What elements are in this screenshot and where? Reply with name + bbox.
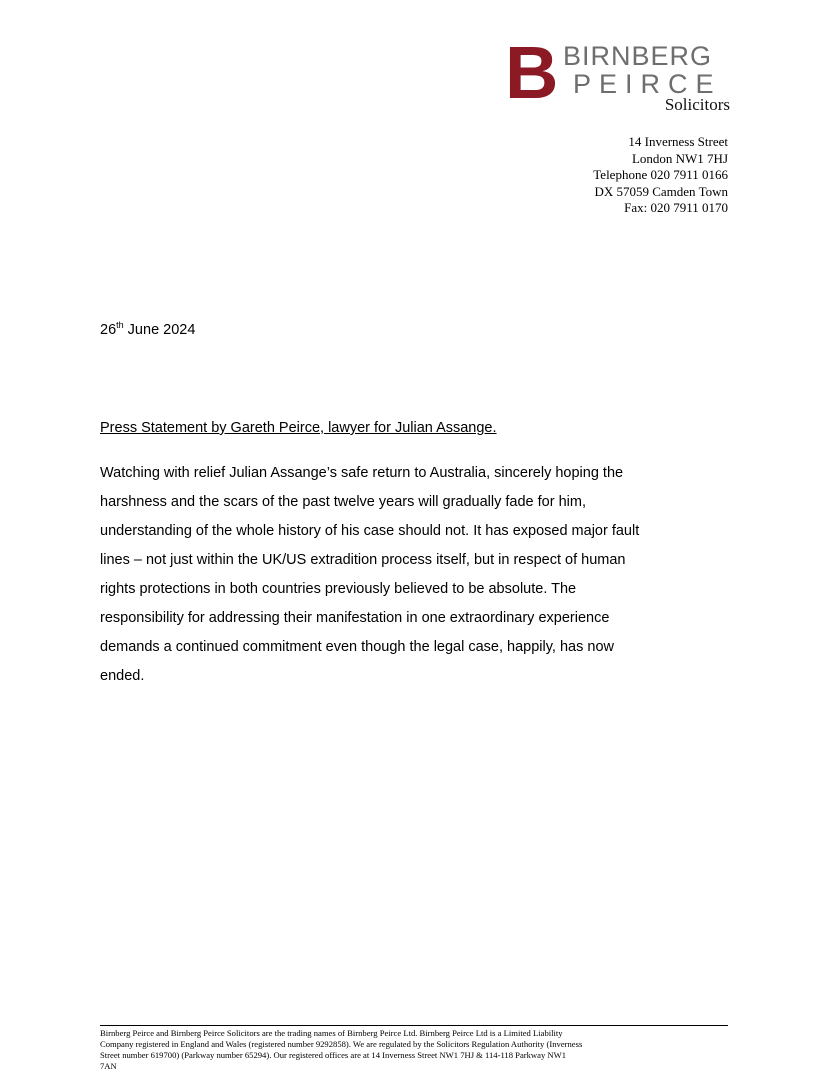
letter-date: [100, 320, 195, 338]
body-line: lines – not just within the UK/US extradition process itself, but in respect of human: [100, 552, 626, 568]
footer-line: Company registered in England and Wales (registered number 9292858). We are regulated by the Solicitors Regulation Authority (Inverness: [100, 1039, 583, 1049]
address-line: Fax: 020 7911 0170: [624, 200, 728, 215]
statement-body: [100, 459, 740, 691]
firm-logo: [505, 31, 730, 114]
address-line: Telephone 020 7911 0166: [593, 167, 728, 182]
body-line: ended.: [100, 668, 145, 684]
address-line: DX 57059 Camden Town: [594, 183, 728, 199]
statement-heading: Press Statement by Gareth Peirce, lawyer for Julian Assange.: [100, 420, 497, 436]
logo-name-birnberg: BIRNBERG: [563, 41, 713, 71]
footer-line: Birnberg Peirce and Birnberg Peirce Solicitors are the trading names of Birnberg Peirce Ltd. Birnberg Peirce Ltd is a Limited Liability: [100, 1028, 563, 1038]
body-line: rights protections in both countries previously believed to be absolute. The: [100, 581, 577, 597]
firm-address: [593, 134, 728, 217]
logo-letter: B: [505, 31, 557, 114]
body-line: understanding of the whole history of his case should not. It has exposed major fault: [100, 523, 640, 539]
footer-line: 7AN: [100, 1061, 117, 1071]
logo-name-peirce: PEIRCE: [573, 69, 722, 99]
body-line: responsibility for addressing their manifestation in one extraordinary experience: [100, 610, 610, 626]
address-line: London NW1 7HJ: [631, 150, 728, 166]
address-line: 14 Inverness Street: [628, 134, 728, 149]
logo-subtitle: Solicitors: [664, 95, 730, 114]
date-rest: June 2024: [123, 321, 196, 338]
legal-footer: [100, 1025, 728, 1072]
footer-line: Street number 619700) (Parkway number 65294). Our registered offices are at 14 Inverness Street NW1 7HJ & 114-118 Parkway NW1: [100, 1050, 567, 1060]
date-day: 26: [100, 321, 117, 338]
date-suffix: th: [116, 320, 124, 330]
body-line: demands a continued commitment even though the legal case, happily, has now: [100, 639, 614, 655]
body-line: Watching with relief Julian Assange’s safe return to Australia, sincerely hoping the: [100, 465, 624, 481]
body-line: harshness and the scars of the past twelve years will gradually fade for him,: [100, 494, 586, 510]
